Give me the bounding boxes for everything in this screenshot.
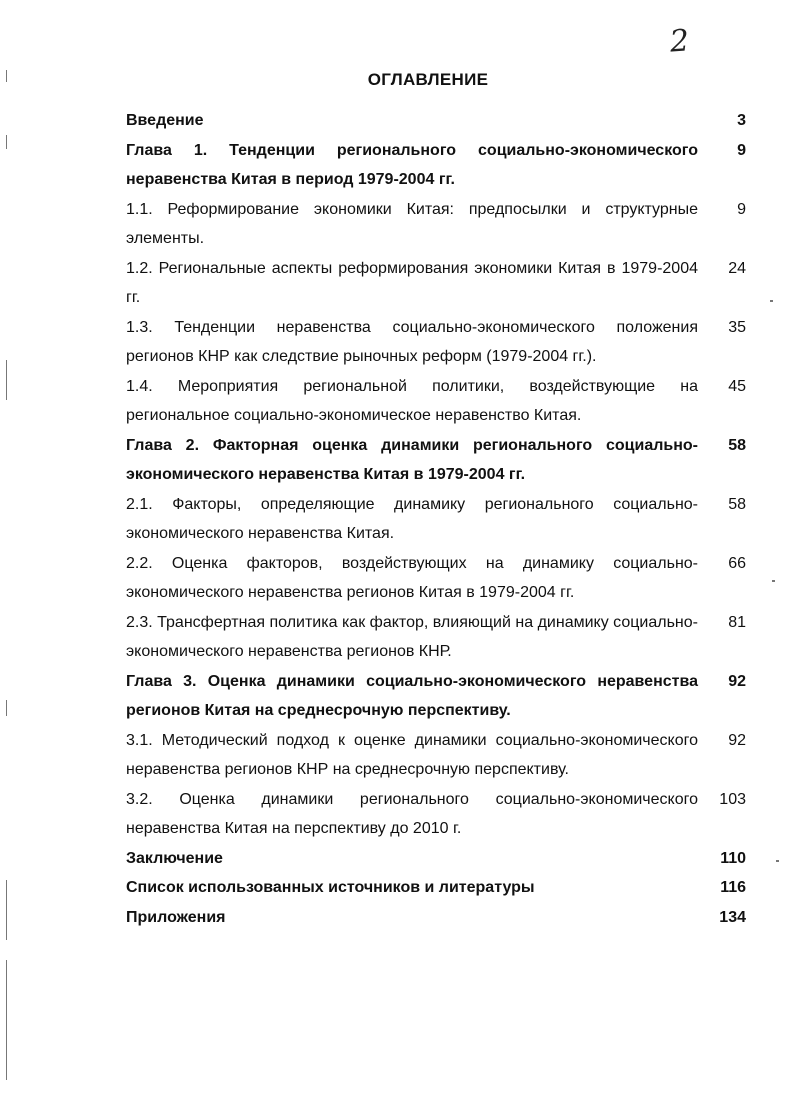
toc-entry-text: 1.2. Региональные аспекты реформирования экономики Китая в 1979-2004 гг. [126,259,698,306]
toc-entry-text: Приложения [126,908,226,926]
toc-entry-section-2-2 [126,549,746,608]
toc-entry-conclusion [126,844,746,874]
toc-entry-chapter-1 [126,136,746,195]
toc-entry-section-3-2 [126,785,746,844]
scan-artifact [6,960,7,1080]
scan-artifact [772,580,775,582]
toc-entry-page: 58 [728,436,746,454]
toc-entry-text: Глава 3. Оценка динамики социально-экономического неравенства регионов Китая на среднесрочную перспективу. [126,672,698,719]
toc-entry-page: 81 [728,613,746,631]
scan-artifact [6,700,7,716]
toc-entry-page: 24 [728,259,746,277]
toc-entry-chapter-3 [126,667,746,726]
page-title: ОГЛАВЛЕНИЕ [367,70,489,89]
toc-entry-section-1-1 [126,195,746,254]
toc-entry-appendices [126,903,746,933]
toc-entry-chapter-2 [126,431,746,490]
toc-entry-page: 92 [728,731,746,749]
toc-entry-page: 35 [728,318,746,336]
toc-entry-text: Введение [126,112,204,129]
scan-artifact [6,880,7,940]
toc-entry-text: 2.3. Трансфертная политика как фактор, влияющий на динамику социально-экономического неравенства регионов КНР. [126,613,698,660]
scan-artifact [6,135,7,149]
toc-entry-page: 134 [719,908,746,926]
toc-entry-page: 3 [737,112,746,129]
scan-artifact [6,70,7,82]
toc-entry-section-2-1 [126,490,746,549]
toc-entry-introduction [126,106,746,136]
toc-entry-page: 45 [728,377,746,395]
toc-entry-text: Глава 2. Факторная оценка динамики регионального социально-экономического неравенства Китая в 1979-2004 гг. [126,436,698,483]
toc-entry-text: Глава 1. Тенденции регионального социально-экономического неравенства Китая в период 1979-2004 гг. [126,141,698,188]
toc-entry-text: 2.2. Оценка факторов, воздействующих на динамику социально-экономического неравенства регионов Китая в 1979-2004 гг. [126,554,698,601]
toc-entry-text: 2.1. Факторы, определяющие динамику регионального социально-экономического неравенства Китая. [126,495,698,542]
toc-entry-text: Заключение [126,849,223,867]
scan-artifact [6,360,7,400]
toc-entry-text: 1.4. Мероприятия региональной политики, воздействующие на региональное социально-экономическое неравенство Китая. [126,377,698,424]
toc-entry-page: 66 [728,554,746,572]
handwritten-page-number: 2 [668,23,691,60]
toc-entry-page: 9 [737,141,746,159]
toc-entry-page: 116 [720,879,746,896]
toc-entry-page: 58 [728,495,746,513]
toc-entry-page: 92 [728,672,746,690]
toc-entry-text: Список использованных источников и литературы [126,879,535,896]
toc-entry-section-1-2 [126,254,746,313]
scan-artifact [776,860,779,862]
toc-entry-page: 9 [737,200,746,218]
toc-entry-section-1-4 [126,372,746,431]
toc-entry-text: 3.2. Оценка динамики регионального социально-экономического неравенства Китая на перспективу до 2010 г. [126,790,698,837]
toc-entry-section-2-3 [126,608,746,667]
toc-entry-text: 3.1. Методический подход к оценке динамики социально-экономического неравенства регионов КНР на среднесрочную перспективу. [126,731,698,778]
scan-artifact [770,300,773,302]
toc-entry-page: 103 [719,790,746,808]
toc-entry-text: 1.1. Реформирование экономики Китая: предпосылки и структурные элементы. [126,200,698,247]
toc-entry-section-1-3 [126,313,746,372]
toc-entry-page: 110 [720,849,746,867]
toc-entry-bibliography [126,873,746,903]
toc-entry-text: 1.3. Тенденции неравенства социально-экономического положения регионов КНР как следствие рыночных реформ (1979-2004 гг.). [126,318,698,365]
table-of-contents [126,106,746,932]
toc-entry-section-3-1 [126,726,746,785]
